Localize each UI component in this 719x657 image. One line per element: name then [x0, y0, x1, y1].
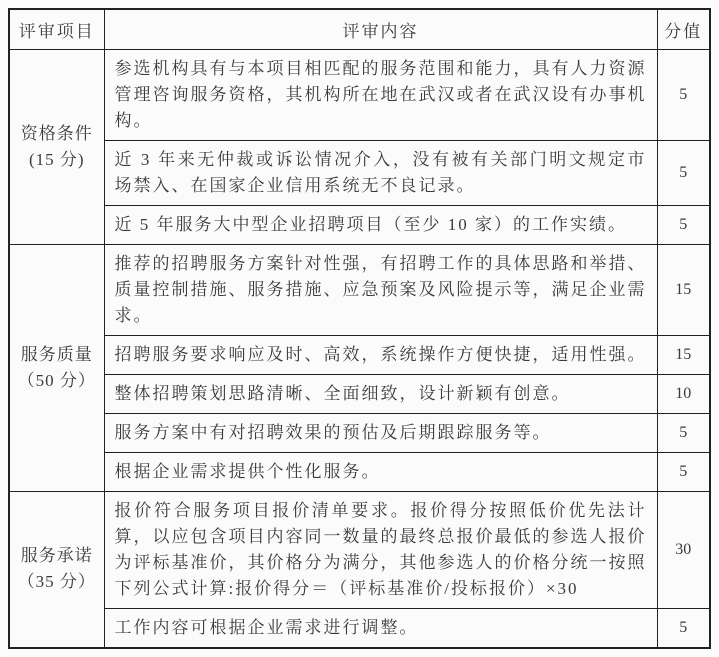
score-cell: 5	[657, 608, 710, 648]
category-score-label: （35 分）	[17, 572, 96, 591]
score-cell: 15	[657, 244, 710, 335]
criterion-cell: 近 5 年服务大中型企业招聘项目（至少 10 家）的工作实绩。	[104, 205, 657, 244]
criterion-cell: 报价符合服务项目报价清单要求。报价得分按照低价优先法计算，以应包含项目内容同一数量的最终总报价最低的参选人报价为评标基准价，其价格分为满分，其他参选人的价格分统一按照下列公式计算:报价得分＝（评标基准价/投标报价）×30	[104, 491, 657, 608]
criterion-cell: 根据企业需求提供个性化服务。	[104, 452, 657, 491]
category-label: 服务质量	[20, 344, 93, 364]
header-row	[9, 9, 710, 49]
category-cell-qualification	[9, 49, 104, 244]
table-row	[9, 205, 710, 244]
table-row	[9, 335, 710, 374]
column-header-content: 评审内容	[104, 9, 657, 49]
score-cell: 5	[657, 140, 710, 205]
category-cell-service-commitment	[9, 491, 104, 648]
category-score-label: (15 分)	[28, 149, 85, 169]
score-cell: 5	[657, 413, 710, 452]
table-row	[9, 452, 710, 491]
table-row	[9, 491, 710, 608]
score-cell: 30	[657, 491, 710, 608]
table-row	[9, 244, 710, 335]
category-score-label: （50 分）	[17, 370, 96, 390]
category-label: 资格条件	[20, 123, 93, 143]
criterion-cell: 整体招聘策划思路清晰、全面细致，设计新颖有创意。	[104, 374, 657, 413]
table-row	[9, 374, 710, 413]
category-cell-service-quality	[9, 244, 104, 491]
score-cell: 5	[657, 452, 710, 491]
category-label: 服务承诺	[20, 546, 93, 565]
criterion-cell: 招聘服务要求响应及时、高效，系统操作方便快捷，适用性强。	[104, 335, 657, 374]
table-row	[9, 140, 710, 205]
criterion-cell: 参选机构具有与本项目相匹配的服务范围和能力，具有人力资源管理咨询服务资格，其机构所在地在武汉或者在武汉设有办事机构。	[104, 49, 657, 140]
score-cell: 5	[657, 205, 710, 244]
criterion-cell: 工作内容可根据企业需求进行调整。	[104, 608, 657, 648]
table-row	[9, 608, 710, 648]
score-cell: 15	[657, 335, 710, 374]
review-criteria-table	[8, 8, 711, 649]
table-row	[9, 49, 710, 140]
criterion-cell: 服务方案中有对招聘效果的预估及后期跟踪服务等。	[104, 413, 657, 452]
criterion-cell: 推荐的招聘服务方案针对性强，有招聘工作的具体思路和举措、质量控制措施、服务措施、应急预案及风险提示等，满足企业需求。	[104, 244, 657, 335]
column-header-item: 评审项目	[9, 9, 104, 49]
column-header-score: 分值	[657, 9, 710, 49]
score-cell: 5	[657, 49, 710, 140]
criterion-cell: 近 3 年来无仲裁或诉讼情况介入，没有被有关部门明文规定市场禁入、在国家企业信用系统无不良记录。	[104, 140, 657, 205]
score-cell: 10	[657, 374, 710, 413]
table-row	[9, 413, 710, 452]
